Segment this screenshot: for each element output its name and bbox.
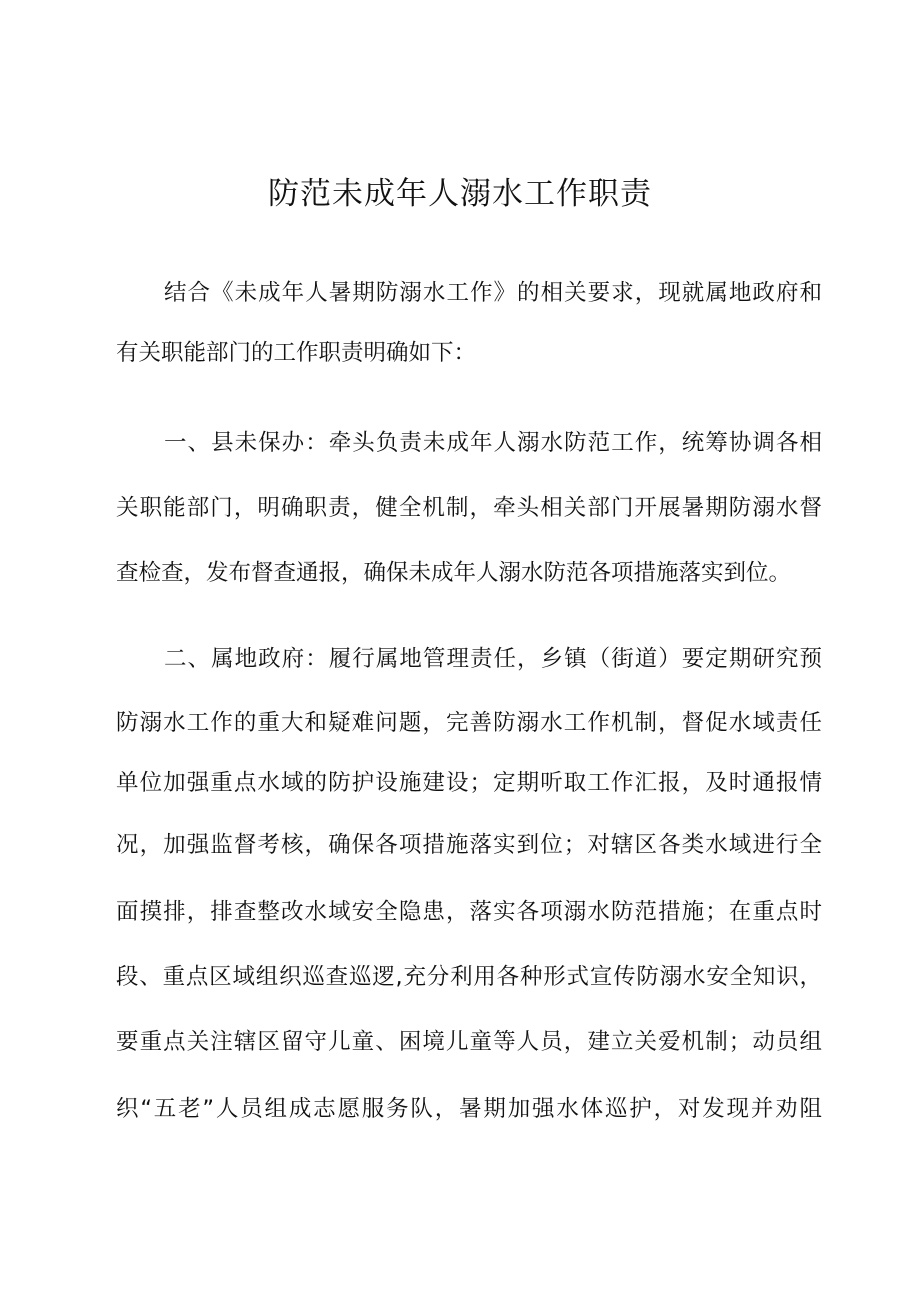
section-2-line: 单位加强重点水域的防护设施建设；定期听取工作汇报，及时通报情 bbox=[116, 770, 822, 796]
document-title: 防范未成年人溺水工作职责 bbox=[268, 176, 652, 212]
section-1-line: 关职能部门，明确职责，健全机制，牵头相关部门开展暑期防溺水督 bbox=[116, 495, 822, 521]
section-2-line: 二、属地政府：履行属地管理责任，乡镇（街道）要定期研究预 bbox=[164, 646, 822, 672]
section-2-line: 面摸排，排查整改水域安全隐患，落实各项溺水防范措施；在重点时 bbox=[116, 899, 822, 925]
section-2-line: 防溺水工作的重大和疑难问题，完善防溺水工作机制，督促水域责任 bbox=[116, 710, 822, 736]
section-1-line: 一、县未保办：牵头负责未成年人溺水防范工作，统筹协调各相 bbox=[164, 430, 822, 456]
intro-line: 有关职能部门的工作职责明确如下： bbox=[116, 340, 477, 366]
section-2-line: 要重点关注辖区留守儿童、困境儿童等人员，建立关爱机制；动员组 bbox=[116, 1029, 822, 1055]
section-2-line: 织“五老”人员组成志愿服务队，暑期加强水体巡护，对发现并劝阻 bbox=[116, 1096, 822, 1122]
section-2-line: 段、重点区域组织巡查巡逻,充分利用各种形式宣传防溺水安全知识， bbox=[116, 964, 822, 990]
intro-line: 结合《未成年人暑期防溺水工作》的相关要求，现就属地政府和 bbox=[164, 280, 822, 306]
section-2-line: 况，加强监督考核，确保各项措施落实到位；对辖区各类水域进行全 bbox=[116, 832, 822, 858]
section-1-line: 查检查，发布督查通报，确保未成年人溺水防范各项措施落实到位。 bbox=[116, 560, 792, 586]
